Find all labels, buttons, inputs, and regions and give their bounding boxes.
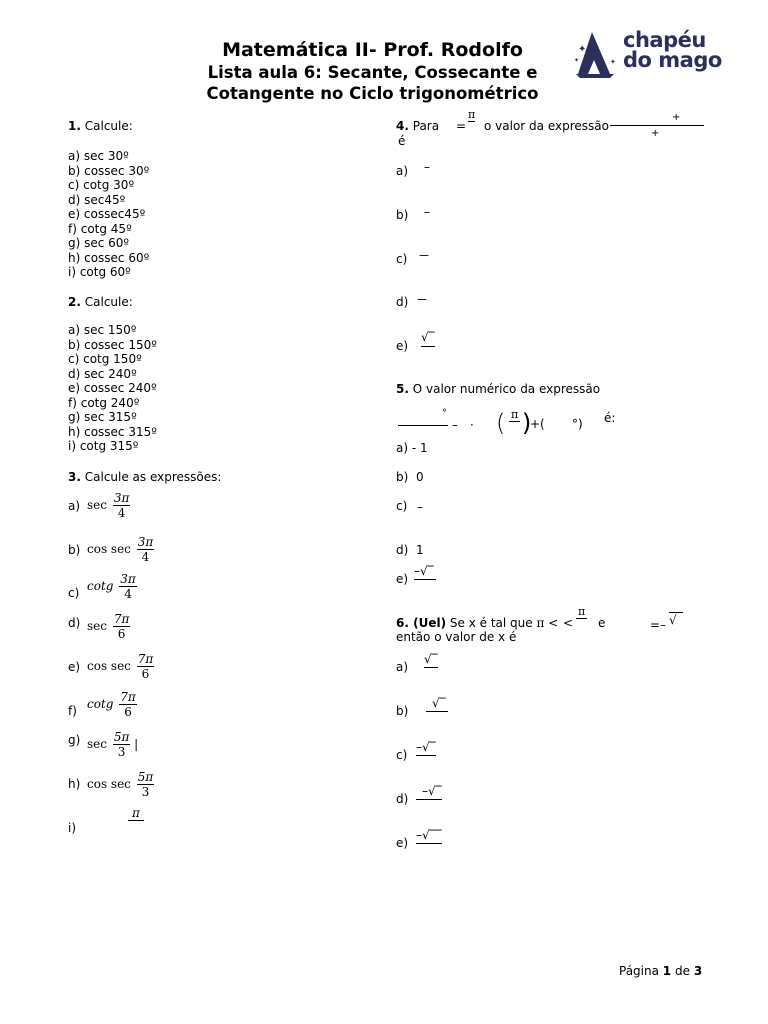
q2-item: h) cossec 315º — [68, 424, 157, 439]
q6-option-expression: √‾ — [426, 696, 448, 712]
q2-item: d) sec 240º — [68, 366, 137, 381]
q3-item-label: d) — [68, 616, 81, 630]
q5-end: é: — [604, 411, 616, 425]
function-name: cos sec — [87, 542, 131, 556]
numerator: 3π — [113, 491, 130, 505]
cursor-mark: | — [134, 737, 139, 751]
q6-pi: π — [536, 616, 545, 630]
q3-expression — [87, 535, 154, 564]
q5-left-paren: ( — [496, 409, 506, 437]
q4-option-label: e) — [396, 339, 409, 353]
denominator: 6 — [117, 627, 126, 641]
function-name: sec — [87, 737, 107, 751]
q5-option-expression: – — [417, 500, 423, 514]
q2-item: c) cotg 150º — [68, 352, 142, 366]
fraction — [113, 612, 131, 641]
q5-option-expression: 1 — [415, 543, 424, 557]
q6-sqrt: √ — [669, 612, 683, 628]
q4-text-c: é — [398, 134, 406, 148]
numerator: 7π — [137, 652, 154, 666]
q4-option-expression: –– — [419, 248, 427, 262]
q5-option — [396, 543, 424, 558]
q4-option-expression: –– — [417, 292, 425, 306]
q4-number: 4. — [396, 119, 409, 133]
logo-line-2: do mago — [623, 48, 722, 72]
q3-item-label: b) — [68, 543, 81, 557]
svg-text:✦: ✦ — [578, 44, 587, 55]
q3-expression — [87, 491, 130, 520]
q5-option-expression: - 1 — [411, 441, 428, 455]
q6-text: Se x é tal que — [449, 616, 533, 630]
q3-item-label: c) — [68, 586, 80, 600]
function-name: sec — [87, 619, 107, 633]
denominator: 6 — [124, 705, 132, 719]
q6-number: 6. (Uel) — [396, 616, 447, 630]
numerator: 5π — [137, 770, 154, 784]
fraction — [119, 572, 137, 601]
q5-option — [396, 470, 424, 485]
q5-right-paren: ) — [522, 409, 532, 437]
q5-option-label: d) — [396, 543, 409, 557]
q1-item: e) cossec45º — [68, 207, 146, 221]
q1-item: a) sec 30º — [68, 149, 129, 163]
q5-number: 5. — [396, 382, 409, 396]
q3-heading — [68, 470, 221, 485]
fraction — [113, 730, 131, 759]
function-name: cos sec — [87, 659, 131, 673]
title-line-1: Matemática II- Prof. Rodolfo — [222, 39, 523, 61]
q1-item: h) cossec 60º — [68, 250, 150, 265]
function-name: cotg — [87, 697, 114, 711]
fraction — [137, 535, 155, 564]
footer-prefix: Página — [619, 964, 659, 978]
svg-text:✦: ✦ — [610, 58, 616, 66]
q5-heading — [396, 382, 600, 397]
denominator: 4 — [117, 506, 126, 520]
q1-item: c) cotg 30º — [68, 178, 135, 192]
q1-heading — [68, 119, 133, 134]
q3-item-label: a) — [68, 499, 81, 513]
function-name: cos sec — [87, 777, 131, 791]
q1-item: b) cossec 30º — [68, 163, 150, 178]
q4-option-label: c) — [396, 252, 408, 266]
q6-equals: =– — [650, 618, 667, 632]
q5-option-expression: –√‾ — [414, 564, 434, 578]
q4-option-label: b) — [396, 208, 409, 222]
q6-pi-fraction: π — [578, 605, 586, 618]
function-name: sec — [87, 498, 107, 512]
q6-heading — [396, 616, 558, 631]
q5-option-label: e) — [396, 572, 409, 586]
q4-option-expression: – — [424, 160, 430, 174]
q6-less-than: < — [548, 616, 559, 630]
function-name: cotg — [87, 579, 114, 593]
q3-expression-partial: π — [128, 806, 144, 821]
q3-expression — [87, 572, 137, 601]
q5-minus: – — [452, 418, 458, 432]
q2-item: f) cotg 240º — [68, 395, 140, 410]
footer-total-pages: 3 — [693, 964, 703, 978]
q1-prompt: Calcule: — [84, 119, 133, 133]
q5-option-label: b) — [396, 470, 409, 484]
logo-text — [623, 30, 722, 70]
q1-item-list — [68, 149, 149, 280]
q2-item: g) sec 315º — [68, 410, 137, 424]
numerator: 3π — [137, 535, 154, 549]
page-footer — [619, 964, 702, 978]
q4-fraction-bar — [610, 125, 704, 126]
q6-option-expression: –√‾‾ — [416, 828, 442, 842]
q3-item-label: f) — [68, 704, 77, 718]
q2-prompt: Calcule: — [84, 295, 133, 309]
q4-pi: π — [468, 108, 476, 121]
fraction — [113, 491, 131, 520]
denominator: 4 — [141, 550, 150, 564]
q5-option-expression: 0 — [415, 470, 424, 484]
title-line-2: Lista aula 6: Secante, Cossecante e — [207, 63, 538, 82]
q1-item: d) sec45º — [68, 192, 126, 207]
svg-text:✦: ✦ — [574, 57, 580, 64]
q4-plus-top: + — [672, 112, 681, 123]
q3-item-label: h) — [68, 777, 81, 791]
q6-option-expression: √‾ — [424, 652, 438, 666]
q6-option-label: e) — [396, 836, 409, 850]
q4-text: Para — [412, 119, 440, 133]
page-title — [190, 38, 555, 104]
q2-item-list — [68, 323, 157, 454]
q6-e: e — [598, 616, 606, 630]
q5-pi: π — [511, 408, 519, 421]
q6-option-label: a) — [396, 660, 409, 674]
numerator: 5π — [113, 730, 130, 744]
q4-text-b: o valor da expressão — [484, 119, 609, 133]
fraction — [119, 690, 137, 719]
q2-item: e) cossec 240º — [68, 381, 157, 395]
q4-option-label: d) — [396, 295, 409, 309]
q3-expression — [87, 690, 137, 719]
title-line-3: Cotangente no Ciclo trigonométrico — [206, 84, 539, 103]
q5-prompt: O valor numérico da expressão — [412, 382, 601, 396]
q3-expression — [87, 612, 130, 641]
q3-expression — [87, 652, 154, 681]
q5-degree: ° — [442, 408, 447, 419]
q5-option-label: a) — [396, 441, 409, 455]
q1-item: f) cotg 45º — [68, 221, 132, 236]
q1-item: i) cotg 60º — [68, 265, 131, 279]
denominator: 3 — [117, 745, 126, 759]
q2-heading — [68, 295, 133, 310]
q4-equals: = — [456, 119, 467, 133]
q6-option-label: c) — [396, 748, 408, 762]
q1-number: 1. — [68, 119, 81, 133]
fraction — [137, 770, 155, 799]
numerator: 7π — [120, 690, 136, 704]
q3-item-label: i) — [68, 821, 77, 835]
denominator: 4 — [124, 587, 132, 601]
q1-item: g) sec 60º — [68, 236, 130, 250]
q2-item: i) cotg 315º — [68, 439, 139, 453]
q4-option-expression: √‾ — [421, 330, 435, 347]
q6-option-expression: –√‾ — [416, 784, 442, 800]
q3-prompt: Calcule as expressões: — [84, 470, 222, 484]
q5-option — [396, 441, 428, 456]
q5-dot: · — [470, 418, 474, 432]
denominator: 6 — [141, 667, 150, 681]
q3-number: 3. — [68, 470, 81, 484]
q5-plus-paren: +( — [530, 417, 545, 431]
q6-option-label: d) — [396, 792, 409, 806]
q3-expression — [87, 770, 154, 799]
denominator: 3 — [141, 785, 150, 799]
q3-expression — [87, 730, 138, 759]
q5-degree-close: °) — [572, 417, 583, 431]
q5-fraction-bar — [398, 425, 448, 426]
q4-heading — [396, 119, 439, 134]
q2-item: a) sec 150º — [68, 323, 137, 337]
footer-page-number: 1 — [662, 964, 672, 978]
q4-option-label: a) — [396, 164, 409, 178]
q4-plus-bottom: + — [651, 128, 660, 139]
q6-less-than-2: < — [563, 616, 574, 630]
q3-item-label: e) — [68, 660, 81, 674]
q6-option-expression: –√‾ — [416, 740, 436, 754]
q3-item-label: g) — [68, 733, 81, 747]
numerator: 3π — [120, 572, 136, 586]
q4-option-expression: – — [424, 205, 430, 219]
footer-of: de — [674, 964, 690, 978]
logo-line-1: chapéu — [623, 28, 706, 52]
fraction — [137, 652, 155, 681]
numerator: 7π — [113, 612, 130, 626]
q2-number: 2. — [68, 295, 81, 309]
q6-text-b: então o valor de x é — [396, 630, 517, 644]
q2-item: b) cossec 150º — [68, 337, 157, 352]
q6-option-label: b) — [396, 704, 409, 718]
q5-option-label: c) — [396, 499, 408, 513]
